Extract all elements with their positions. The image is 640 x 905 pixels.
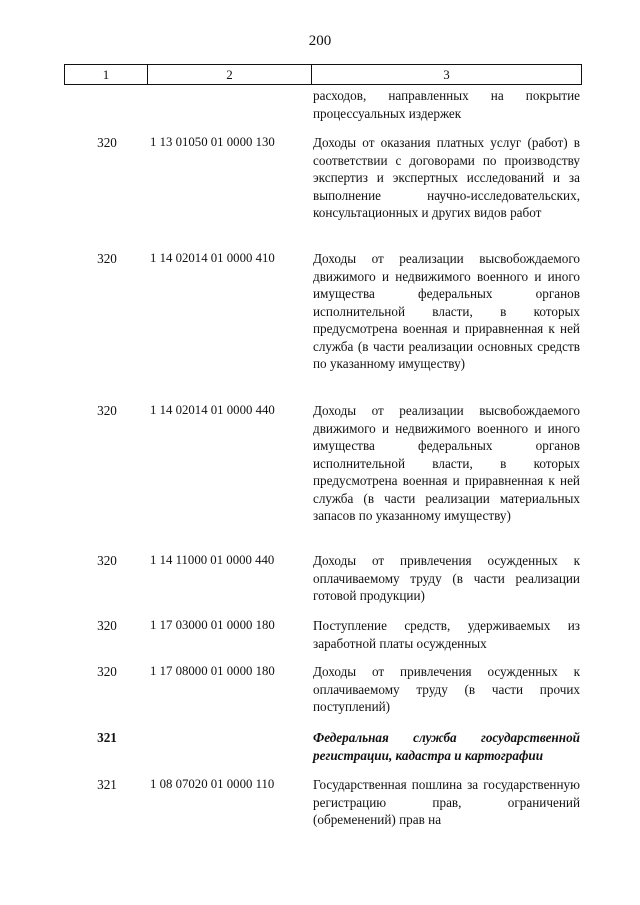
revenue-description: Доходы от привлечения осужденных к оплачиваемому труду (в части прочих поступлений) <box>313 664 580 714</box>
admin-code: 321 <box>97 730 117 745</box>
budget-code: 1 14 02014 01 0000 410 <box>150 251 275 265</box>
header-col-2: 2 <box>148 65 312 84</box>
admin-code: 320 <box>97 251 117 266</box>
admin-code: 320 <box>97 135 117 150</box>
header-col-3: 3 <box>443 67 450 82</box>
revenue-description: Поступление средств, удерживаемых из заработной платы осужденных <box>313 618 580 651</box>
admin-code: 320 <box>97 664 117 679</box>
table-header <box>64 64 582 85</box>
admin-code: 320 <box>97 403 117 418</box>
revenue-description: Доходы от оказания платных услуг (работ) в соответствии с договорами по производству экспертиз и экспертных исследований и за выполнение научно-исследовательских, консультационных и других видов работ <box>313 135 580 220</box>
admin-code: 320 <box>97 618 117 633</box>
agency-name: Федеральная служба государственной регистрации, кадастра и картографии <box>313 730 580 763</box>
revenue-description: Доходы от привлечения осужденных к оплачиваемому труду (в части реализации готовой продукции) <box>313 553 580 603</box>
budget-code: 1 17 03000 01 0000 180 <box>150 618 275 632</box>
revenue-description: расходов, направленных на покрытие процессуальных издержек <box>313 88 580 121</box>
header-col-1: 1 <box>65 65 148 84</box>
budget-code: 1 14 11000 01 0000 440 <box>150 553 275 567</box>
revenue-description: Доходы от реализации высвобождаемого движимого и недвижимого военного и иного имущества федеральных органов исполнительной власти, в которых предусмотрена военная и приравненная к ней служба (в части реализации основных средств по указанному имуществу) <box>313 251 580 371</box>
budget-code: 1 14 02014 01 0000 440 <box>150 403 275 417</box>
budget-code: 1 13 01050 01 0000 130 <box>150 135 275 149</box>
admin-code: 321 <box>97 777 117 792</box>
page-number: 200 <box>308 33 332 49</box>
budget-code: 1 08 07020 01 0000 110 <box>150 777 275 791</box>
revenue-description: Доходы от реализации высвобождаемого движимого и недвижимого военного и иного имущества федеральных органов исполнительной власти, в которых предусмотрена военная и приравненная к ней служба (в части реализации материальных запасов по указанному имуществу) <box>313 403 580 523</box>
revenue-description: Государственная пошлина за государственную регистрацию прав, ограничений (обременений) прав на <box>313 777 580 827</box>
admin-code: 320 <box>97 553 117 568</box>
budget-code: 1 17 08000 01 0000 180 <box>150 664 275 678</box>
